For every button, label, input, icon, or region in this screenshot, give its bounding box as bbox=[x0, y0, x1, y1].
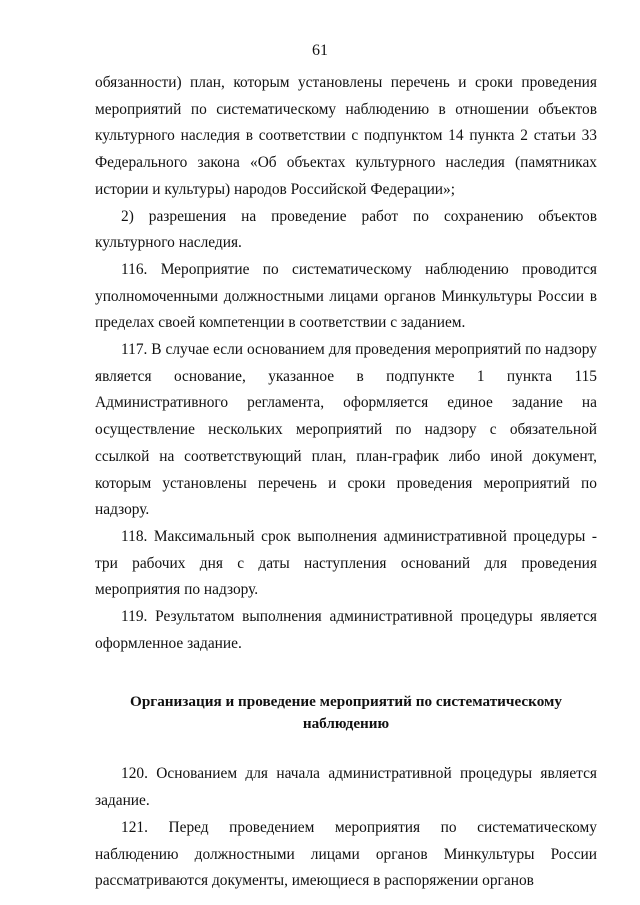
section-heading-line-1: Организация и проведение мероприятий по систематическому bbox=[130, 693, 562, 711]
paragraph-120: 120. Основанием для начала административной процедуры является задание. bbox=[95, 765, 597, 810]
document-body bbox=[95, 70, 597, 895]
section-heading-line-2: наблюдению bbox=[302, 715, 390, 733]
paragraph-119: 119. Результатом выполнения административной процедуры является оформленное задание. bbox=[95, 608, 597, 652]
paragraph-117: 117. В случае если основанием для проведения мероприятий по надзору является основание, указанное в подпункте 1 пункта 115 Административного регламента, оформляется единое задание на осуществление нескольких мероприятий по надзору с обязательной ссылкой на соответствующий план, план-график либо иной документ, которым установлены перечень и сроки проведения мероприятий по надзору. bbox=[95, 341, 597, 519]
paragraph-continuation: обязанности) план, которым установлены перечень и сроки проведения мероприятий по систематическому наблюдению в отношении объектов культурного наследия в соответствии с подпунктом 14 пункта 2 статьи 33 Федерального закона «Об объектах культурного наследия (памятниках истории и культуры) народов Российской Федерации»; bbox=[95, 74, 597, 198]
paragraph-118: 118. Максимальный срок выполнения административной процедуры - три рабочих дня с даты наступления оснований для проведения мероприятия по надзору. bbox=[95, 527, 597, 599]
paragraph-116: 116. Мероприятие по систематическому наблюдению проводится уполномоченными должностными лицами органов Минкультуры России в пределах своей компетенции в соответствии с заданием. bbox=[95, 260, 597, 332]
section-heading bbox=[95, 691, 597, 735]
page-number: 61 bbox=[312, 42, 328, 59]
paragraph-121: 121. Перед проведением мероприятия по систематическому наблюдению должностными лицами органов Минкультуры России рассматриваются документы, имеющиеся в распоряжении органов bbox=[95, 818, 597, 890]
paragraph-item-2: 2) разрешения на проведение работ по сохранению объектов культурного наследия. bbox=[95, 207, 597, 252]
